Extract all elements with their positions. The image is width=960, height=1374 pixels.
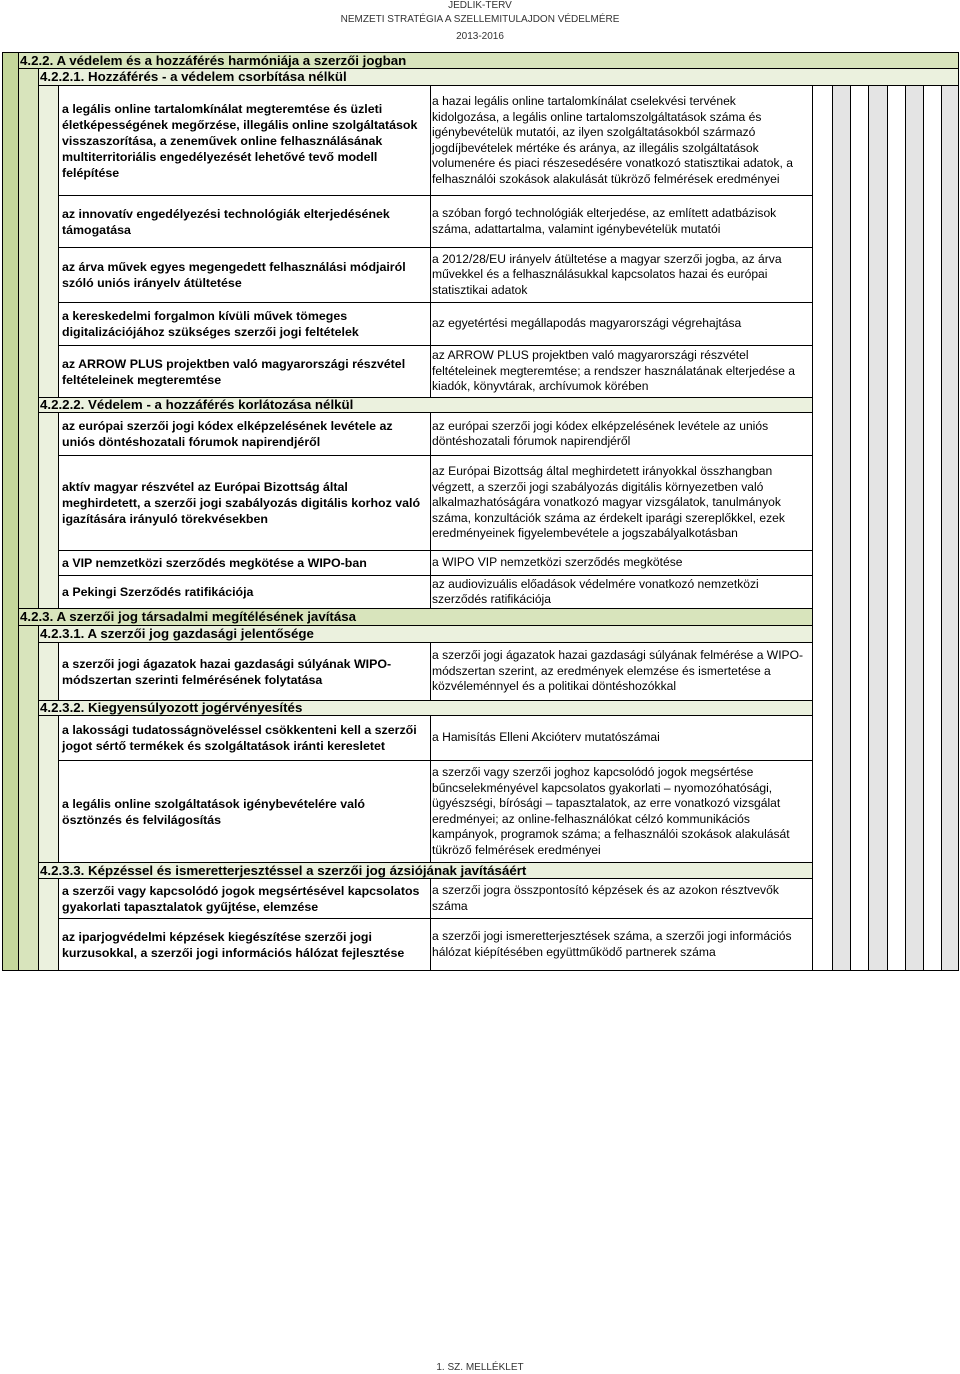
measure-cell: a szerzői vagy kapcsolódó jogok megsértésével kapcsolatos gyakorlati tapasztalatok gyűjtése, elemzése — [58, 878, 431, 919]
measure-cell: az árva művek egyes megengedett felhasználási módjairól szóló uniós irányelv átültetése — [58, 247, 431, 303]
measure-cell: a legális online szolgáltatások igénybevételére való ösztönzés és felvilágosítás — [58, 760, 431, 863]
measure-cell: a kereskedelmi forgalmon kívüli művek tömeges digitalizációjához szükséges szerzői jogi feltételek — [58, 302, 431, 346]
schedule-column — [905, 85, 924, 971]
schedule-column — [941, 85, 959, 971]
table-row — [58, 302, 813, 346]
outline-strip-level3 — [38, 642, 59, 701]
outline-strip-level2 — [18, 68, 39, 609]
outline-strip-level3 — [38, 878, 59, 971]
table-row — [58, 345, 813, 398]
table-row — [58, 715, 813, 761]
indicator-cell: a szóban forgó technológiák elterjedése, az említett adatbázisok száma, adattartalma, valamint igénybevételük mutatói — [430, 195, 813, 248]
table-row — [58, 85, 813, 196]
schedule-column — [850, 85, 869, 971]
subsection-heading: 4.2.2.1. Hozzáférés - a védelem csorbítása nélkül — [38, 68, 959, 86]
indicator-cell: az ARROW PLUS projektben való magyarországi részvétel feltételeinek megteremtése; a rendszer használatának elterjedése a kiadók, könyvtárak, archívumok körében — [430, 345, 813, 398]
table-row — [58, 195, 813, 248]
table-row — [58, 247, 813, 303]
strategy-title: NEMZETI STRATÉGIA A SZELLEMITULAJDON VÉDELMÉRE — [340, 14, 620, 25]
measure-cell: a lakossági tudatosságnöveléssel csökkenteni kell a szerzői jogot sértő termékek és szolgáltatások iránti keresletet — [58, 715, 431, 761]
subsection-heading: 4.2.3.1. A szerzői jog gazdasági jelentősége — [38, 625, 813, 643]
annex-label: 1. SZ. MELLÉKLET — [436, 1362, 524, 1373]
measure-cell: az ARROW PLUS projektben való magyarországi részvétel feltételeinek megteremtése — [58, 345, 431, 398]
outline-strip-level3 — [38, 412, 59, 609]
indicator-cell: a WIPO VIP nemzetközi szerződés megkötése — [430, 550, 813, 576]
plan-period: 2013-2016 — [456, 31, 504, 42]
indicator-cell: a szerzői vagy szerzői joghoz kapcsolódó jogok megsértése bűncselekményével kapcsolatos gyakorlati – nyomozóhatósági, ügyészségi, bírósági – tapasztalatok, az erre vonatkozó vizsgálat eredményei; az online-felhasználókat célzó kommunikációs kampányok, programok száma; a felhasználói szokások alakulását tükröző felmérések eredményei — [430, 760, 813, 863]
outline-strip-level3 — [38, 85, 59, 398]
outline-strip-level3 — [38, 715, 59, 863]
indicator-cell: az Európai Bizottság által meghirdetett irányokkal összhangban végzett, a szerzői jogi szabályozás digitális környezetben való alkalmazhatóságára vonatkozó magyar vizsgálatok, tanulmányok száma, konzultációk száma az érdekelt iparági szereplőkkel, ezek eredményeinek figyelembevétele a jogszabályalkotásban — [430, 455, 813, 551]
section-heading: 4.2.3. A szerzői jog társadalmi megítélésének javítása — [18, 608, 813, 626]
measure-cell: a VIP nemzetközi szerződés megkötése a WIPO-ban — [58, 550, 431, 576]
table-row — [58, 575, 813, 609]
subsection-heading: 4.2.3.2. Kiegyensúlyozott jogérvényesítés — [38, 700, 813, 716]
measure-cell: a legális online tartalomkínálat megteremtése és üzleti életképességének megőrzése, illegális online szolgáltatások visszaszorítása, a zeneművek online felhasználásának multiterritoriális engedélyezését lehetővé tevő modell felépítése — [58, 85, 431, 196]
indicator-cell: a szerzői jogra összpontosító képzések és az azokon résztvevők száma — [430, 878, 813, 919]
table-row — [58, 642, 813, 701]
indicator-cell: a 2012/28/EU irányelv átültetése a magyar szerzői jogba, az árva művekkel és a felhasználásukkal kapcsolatos hazai és európai statisztikai adatok — [430, 247, 813, 303]
table-row — [58, 918, 813, 971]
table-row — [58, 760, 813, 863]
indicator-cell: a Hamisítás Elleni Akcióterv mutatószámai — [430, 715, 813, 761]
indicator-cell: az európai szerzői jogi kódex elképzelésének levétele az uniós döntéshozatali fórumok napirendjéről — [430, 412, 813, 456]
schedule-column — [923, 85, 942, 971]
section-heading: 4.2.2. A védelem és a hozzáférés harmóniája a szerzői jogban — [18, 52, 959, 69]
table-row — [58, 455, 813, 551]
outline-strip-level1 — [2, 52, 19, 971]
measure-cell: aktív magyar részvétel az Európai Bizottság által meghirdetett, a szerzői jogi szabályozás digitális korhoz való igazítására irányuló törekvésekben — [58, 455, 431, 551]
indicator-cell: a szerzői jogi ágazatok hazai gazdasági súlyának felmérése a WIPO- módszertan szerint, az eredmények elemzése és ismertetése a közvéleménnyel és a politikai döntéshozókkal — [430, 642, 813, 701]
indicator-cell: a hazai legális online tartalomkínálat cselekvési tervének kidolgozása, a legális online tartalomszolgáltatások száma és igénybevételük mutatói, az ilyen szolgáltatásokból származó jogdíjbevételek mértéke és aránya, az illegális szolgáltatások volumenére és piaci részesedésére vonatkozó statisztikai adatok, a felhasználói szokások alakulását tükröző felmérések eredményei — [430, 85, 813, 196]
measure-cell: az iparjogvédelmi képzések kiegészítése szerzői jogi kurzusokkal, a szerzői jogi információs hálózat fejlesztése — [58, 918, 431, 971]
table-row — [58, 550, 813, 576]
table-row — [58, 412, 813, 456]
indicator-cell: a szerzői jogi ismeretterjesztések száma, a szerzői jogi információs hálózat kiépítésében együttműködő partnerek száma — [430, 918, 813, 971]
schedule-column — [832, 85, 851, 971]
measure-cell: a szerzői jogi ágazatok hazai gazdasági súlyának WIPO- módszertan szerinti felmérésének folytatása — [58, 642, 431, 701]
schedule-column — [812, 85, 833, 971]
schedule-column — [868, 85, 888, 971]
indicator-cell: az audiovizuális előadások védelmére vonatkozó nemzetközi szerződés ratifikációja — [430, 575, 813, 609]
plan-title: JEDLIK-TERV — [448, 0, 512, 11]
indicator-cell: az egyetértési megállapodás magyarországi végrehajtása — [430, 302, 813, 346]
outline-strip-level2 — [18, 625, 39, 971]
schedule-column — [887, 85, 906, 971]
measure-cell: az innovatív engedélyezési technológiák elterjedésének támogatása — [58, 195, 431, 248]
measure-cell: az európai szerzői jogi kódex elképzelésének levétele az uniós döntéshozatali fórumok napirendjéről — [58, 412, 431, 456]
table-row — [58, 878, 813, 919]
subsection-heading: 4.2.3.3. Képzéssel és ismeretterjesztéssel a szerzői jog ázsiójának javításáért — [38, 862, 813, 879]
subsection-heading: 4.2.2.2. Védelem - a hozzáférés korlátozása nélkül — [38, 397, 813, 413]
measure-cell: a Pekingi Szerződés ratifikációja — [58, 575, 431, 609]
